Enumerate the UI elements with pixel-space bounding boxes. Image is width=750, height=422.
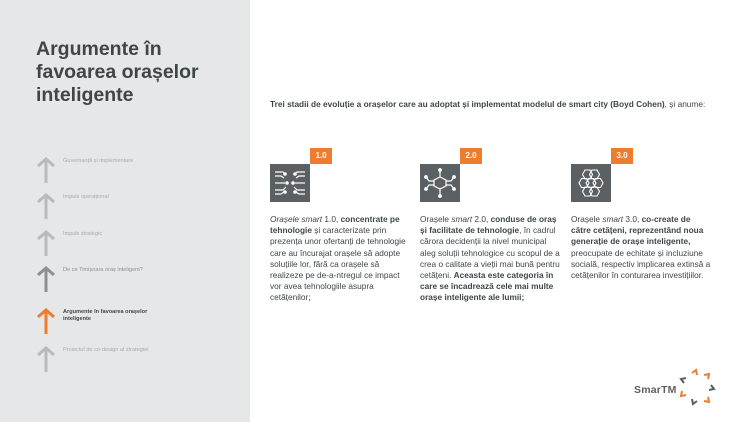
timeline-step-argumente[interactable] xyxy=(36,308,236,334)
arrow-up-icon xyxy=(36,230,56,256)
timeline-step-proiectul-co-design[interactable] xyxy=(36,346,236,372)
timeline-step-guvernanta[interactable] xyxy=(36,157,236,183)
timeline-step-label: Guvernanță și implementare xyxy=(63,158,134,164)
page-title: Argumente în favoarea orașelor inteligente xyxy=(36,38,199,106)
hexagon-cluster-icon xyxy=(571,164,611,202)
text-run: și caracterizate prin prezența unor ofertanți de tehnologie care au încurajat orașele să adopte soluțiile lor, fără ca orașele să realizeze pe de-a-ntregul ce impact vor avea tehnologiile asupra cetățenilor; xyxy=(270,225,406,303)
stage-badge: 2.0 xyxy=(460,148,482,164)
stage-description xyxy=(270,214,410,304)
timeline xyxy=(0,0,250,422)
timeline-step-impuls-operational[interactable] xyxy=(36,193,236,219)
timeline-step-label: Impuls strategic xyxy=(63,231,103,237)
text-run: 3.0, xyxy=(623,214,642,224)
arrow-up-icon xyxy=(36,346,56,372)
text-run: , în cadrul cărora decidenții la nivel municipal aleg soluții tehnologice cu scopul de a crea o calitate a vieții mai bună pentru cetățeni. xyxy=(420,225,560,281)
timeline-step-impuls-strategic[interactable] xyxy=(36,230,236,256)
timeline-step-label: De ce Timișoara oraș inteligent? xyxy=(63,267,143,273)
text-run: co-create de către cetățeni, reprezentând noua generație de orașe inteligente, xyxy=(571,214,704,247)
text-run: concentrate pe tehnologie xyxy=(270,214,400,236)
smartm-logo xyxy=(634,367,734,407)
intro-rest: , și anume: xyxy=(664,99,706,109)
chip-network-icon xyxy=(420,164,460,202)
timeline-step-label: Impuls operațional xyxy=(63,194,109,200)
stage-badge: 1.0 xyxy=(310,148,332,164)
text-run: Orașele xyxy=(571,214,603,224)
text-run: conduse de oraș și facilitate de tehnologie xyxy=(420,214,557,236)
stage-description xyxy=(571,214,711,281)
intro-bold: Trei stadii de evoluție a orașelor care au adoptat și implementat modelul de smart city (Boyd Cohen) xyxy=(270,99,665,109)
text-run: 1.0, xyxy=(322,214,341,224)
text-run: Orașele smart xyxy=(270,214,323,224)
text-run: Aceasta este categoria în care se încadrează cele mai multe orașe inteligente ale lumii; xyxy=(420,270,554,303)
arrow-up-icon xyxy=(36,193,56,219)
text-run: smart xyxy=(602,214,624,224)
text-run: Orașele xyxy=(420,214,452,224)
text-run: preocupate de echitate și incluziune socială, respectiv implicarea extinsă a cetățenilor în conturarea investițiilor. xyxy=(571,247,711,281)
logo-arrows-icon xyxy=(678,367,718,407)
text-run: 2.0, xyxy=(472,214,491,224)
arrow-up-icon xyxy=(36,308,56,334)
logo-text: SmarTM xyxy=(634,384,677,396)
arrow-up-icon xyxy=(36,266,56,292)
arrow-up-icon xyxy=(36,157,56,183)
stage-badge: 3.0 xyxy=(611,148,633,164)
timeline-step-de-ce-timisoara[interactable] xyxy=(36,266,236,292)
timeline-step-label: Proiectul de co-design al strategiei xyxy=(63,347,149,353)
intro-text xyxy=(270,99,730,111)
stage-description xyxy=(420,214,560,304)
text-run: smart xyxy=(451,214,473,224)
data-flow-icon xyxy=(270,164,310,202)
timeline-step-label: Argumente în favoarea orașelor inteligente xyxy=(63,309,148,322)
